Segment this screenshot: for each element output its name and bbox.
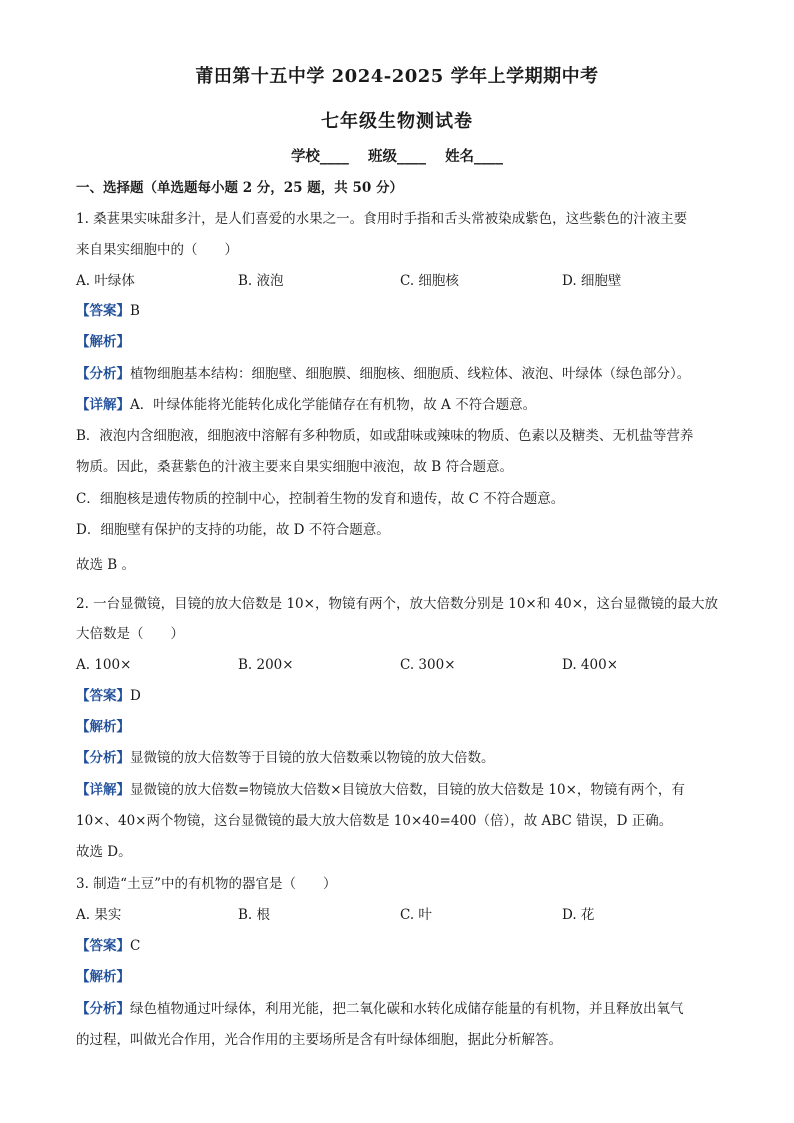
fenxi-text: 绿色植物通过叶绿体，利用光能，把二氧化碳和水转化成储存能量的有机物，并且释放出氧气	[130, 1001, 684, 1017]
fenxi-text: 植物细胞基本结构：细胞壁、细胞膜、细胞核、细胞质、线粒体、液泡、叶绿体（绿色部分）。	[130, 366, 691, 382]
q3-fenxi-line2: 的过程，叫做光合作用，光合作用的主要场所是含有叶绿体细胞，据此分析解答。	[76, 1032, 562, 1048]
answer-tag: 【答案】	[76, 303, 130, 319]
q2-option-d: D. 400×	[562, 657, 619, 673]
q1-stem-line2: 来自果实细胞中的（ ）	[76, 242, 238, 258]
q1-detail-a	[76, 395, 536, 415]
analysis-tag: 【解析】	[76, 334, 130, 350]
q2-stem-line2: 大倍数是（ ）	[76, 626, 184, 642]
q2-detail-line2: 10×、40×两个物镜，这台显微镜的最大放大倍数是 10×40=400（倍），故 ABC 错误，D 正确。	[76, 813, 673, 829]
q1-option-a: A. 叶绿体	[76, 273, 135, 289]
q2-stem-line1: 2. 一台显微镜，目镜的放大倍数是 10×，物镜有两个，放大倍数分别是 10×和 40×，这台显微镜的最大放	[76, 596, 719, 612]
q3-option-d: D. 花	[562, 907, 595, 923]
q2-conclusion: 故选 D。	[76, 844, 132, 860]
answer-value: D	[130, 688, 141, 704]
q1-detail-c: C．细胞核是遗传物质的控制中心，控制着生物的发育和遗传，故 C 不符合题意。	[76, 491, 565, 507]
answer-tag: 【答案】	[76, 688, 130, 704]
q2-option-b: B. 200×	[238, 657, 294, 673]
q1-stem-line1: 1. 桑葚果实味甜多汁，是人们喜爱的水果之一。食用时手指和舌头常被染成紫色，这些紫色的汁液主要	[76, 211, 688, 227]
exam-title: 莆田第十五中学 2024-2025 学年上学期期中考	[195, 66, 599, 87]
q2-detail-line1	[76, 780, 685, 800]
analysis-tag: 【解析】	[76, 719, 130, 735]
q1-detail-b-line2: 物质。因此，桑葚紫色的汁液主要来自果实细胞中液泡，故 B 符合题意。	[76, 459, 514, 475]
student-info-line	[0, 145, 794, 166]
q3-stem: 3. 制造“土豆”中的有机物的器官是（ ）	[76, 876, 337, 892]
q1-detail-b-line1: B．液泡内含细胞液，细胞液中溶解有多种物质，如或甜味或辣味的物质、色素以及糖类、无机盐等营养	[76, 428, 694, 444]
q2-answer	[76, 686, 141, 706]
detail-text: 显微镜的放大倍数=物镜放大倍数×目镜放大倍数，目镜的放大倍数是 10×，物镜有两个，有	[130, 782, 685, 798]
fenxi-tag: 【分析】	[76, 750, 130, 766]
q3-option-c: C. 叶	[400, 907, 432, 923]
q1-option-d: D. 细胞壁	[562, 273, 622, 289]
q1-fenxi	[76, 364, 690, 384]
q2-fenxi	[76, 748, 495, 768]
q2-option-a: A. 100×	[76, 657, 132, 673]
answer-value: B	[130, 303, 140, 319]
analysis-tag: 【解析】	[76, 969, 130, 985]
q1-answer	[76, 301, 140, 321]
detail-tag: 【详解】	[76, 782, 130, 798]
section-heading: 一、选择题（单选题每小题 2 分，25 题，共 50 分）	[76, 180, 403, 196]
q1-detail-d: D．细胞壁有保护的支持的功能，故 D 不符合题意。	[76, 522, 390, 538]
fenxi-tag: 【分析】	[76, 1001, 130, 1017]
detail-text: A．叶绿体能将光能转化成化学能储存在有机物，故 A 不符合题意。	[130, 397, 537, 413]
class-field: 班级____	[368, 148, 426, 165]
q1-option-b: B. 液泡	[238, 273, 284, 289]
q2-option-c: C. 300×	[400, 657, 456, 673]
q1-analysis-tag	[76, 332, 130, 352]
fenxi-text: 显微镜的放大倍数等于目镜的放大倍数乘以物镜的放大倍数。	[130, 750, 495, 766]
answer-tag: 【答案】	[76, 938, 130, 954]
q3-option-b: B. 根	[238, 907, 271, 923]
q3-answer	[76, 936, 140, 956]
q1-conclusion: 故选 B 。	[76, 557, 136, 573]
q1-option-c: C. 细胞核	[400, 273, 459, 289]
q2-analysis-tag	[76, 717, 130, 737]
q3-option-a: A. 果实	[76, 907, 122, 923]
name-field: 姓名____	[445, 148, 504, 165]
exam-subtitle: 七年级生物测试卷	[321, 111, 473, 132]
q3-fenxi-line1	[76, 999, 684, 1019]
q3-analysis-tag	[76, 967, 130, 987]
answer-value: C	[130, 938, 141, 954]
school-field: 学校____	[290, 148, 349, 165]
fenxi-tag: 【分析】	[76, 366, 130, 382]
detail-tag: 【详解】	[76, 397, 130, 413]
